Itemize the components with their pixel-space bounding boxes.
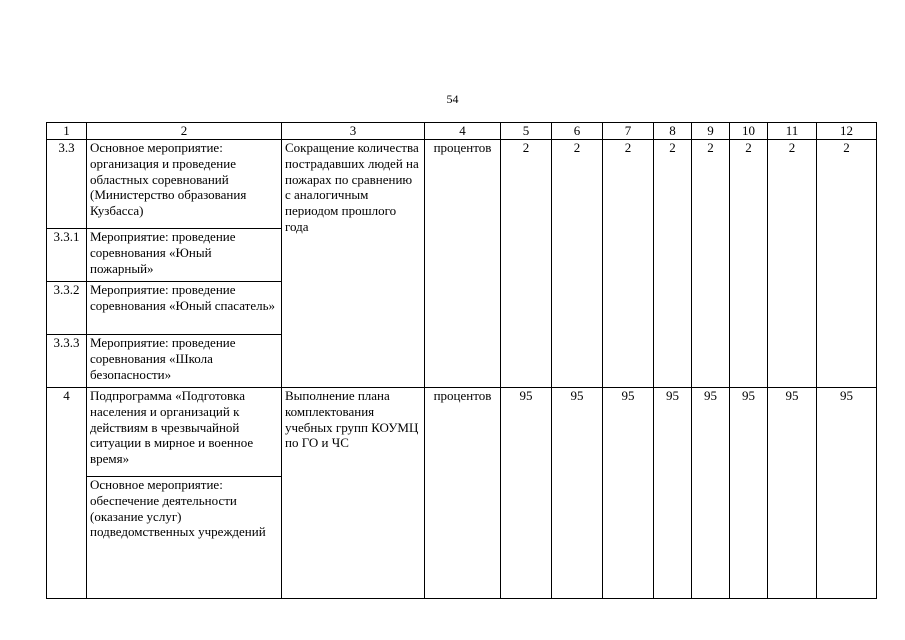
table-row	[47, 139, 877, 228]
value-cell: 2	[768, 139, 817, 387]
activity-cell: Мероприятие: проведение соревнования «Юный пожарный»	[87, 228, 282, 281]
activity-cell: Основное мероприятие: организация и проведение областных соревнований (Министерство образования Кузбасса)	[87, 139, 282, 228]
activity-cell: Мероприятие: проведение соревнования «Школа безопасности»	[87, 334, 282, 387]
value-cell: 2	[501, 139, 552, 387]
header-cell: 12	[817, 123, 877, 140]
indicator-cell: Сокращение количества пострадавших людей на пожарах по сравнению с аналогичным периодом прошлого года	[282, 139, 425, 387]
header-cell: 6	[552, 123, 603, 140]
value-cell: 2	[692, 139, 730, 387]
row-number: 3.3.2	[47, 281, 87, 334]
header-cell: 5	[501, 123, 552, 140]
header-cell: 1	[47, 123, 87, 140]
value-cell: 95	[552, 387, 603, 598]
activity-cell: Основное мероприятие: обеспечение деятельности (оказание услуг) подведомственных учреждений	[87, 476, 282, 598]
header-cell: 10	[730, 123, 768, 140]
row-number: 3.3	[47, 139, 87, 228]
activity-cell: Мероприятие: проведение соревнования «Юный спасатель»	[87, 281, 282, 334]
header-cell: 4	[425, 123, 501, 140]
value-cell: 2	[654, 139, 692, 387]
value-cell: 95	[730, 387, 768, 598]
activity-cell: Подпрограмма «Подготовка населения и организаций к действиям в чрезвычайной ситуации в мирное и военное время»	[87, 387, 282, 476]
header-cell: 11	[768, 123, 817, 140]
row-number: 3.3.3	[47, 334, 87, 387]
header-cell: 3	[282, 123, 425, 140]
row-number: 4	[47, 387, 87, 598]
unit-cell: процентов	[425, 387, 501, 598]
indicators-table	[46, 122, 877, 599]
value-cell: 95	[501, 387, 552, 598]
indicator-cell: Выполнение плана комплектования учебных групп КОУМЦ по ГО и ЧС	[282, 387, 425, 598]
row-number: 3.3.1	[47, 228, 87, 281]
header-cell: 8	[654, 123, 692, 140]
value-cell: 2	[817, 139, 877, 387]
page-number: 54	[446, 92, 459, 106]
header-row	[47, 123, 877, 140]
header-cell: 2	[87, 123, 282, 140]
header-cell: 9	[692, 123, 730, 140]
value-cell: 95	[817, 387, 877, 598]
value-cell: 2	[730, 139, 768, 387]
table-row	[47, 387, 877, 476]
value-cell: 95	[603, 387, 654, 598]
value-cell: 95	[654, 387, 692, 598]
value-cell: 2	[552, 139, 603, 387]
value-cell: 2	[603, 139, 654, 387]
header-cell: 7	[603, 123, 654, 140]
value-cell: 95	[692, 387, 730, 598]
unit-cell: процентов	[425, 139, 501, 387]
value-cell: 95	[768, 387, 817, 598]
